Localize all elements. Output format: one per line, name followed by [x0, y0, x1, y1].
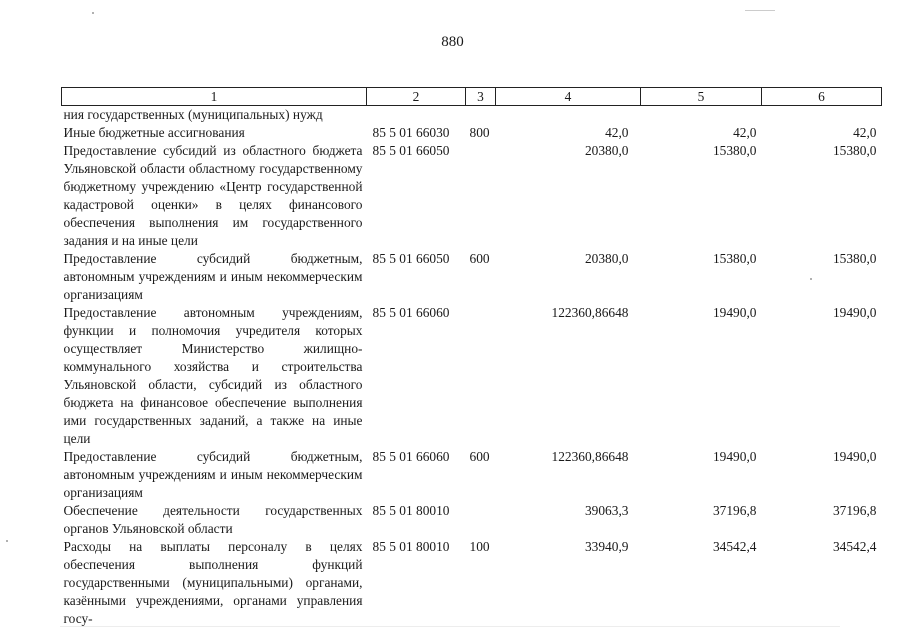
table-row: [62, 502, 882, 538]
amount-column-4: 42,0: [605, 125, 629, 140]
amount-column-6: 34542,4: [832, 539, 877, 554]
expense-name: Расходы на выплаты персоналу в целях обеспечения выполнения функций государственными (муниципальными) органами, казёнными учреждениями, органами управления госу-: [63, 539, 363, 626]
expense-name: Предоставление субсидий из областного бюджета Ульяновской области областному государственному бюджетному учреждению «Центр государственной кадастровой оценки» в целях финансового обеспечения выполнения им государственного задания и на иные цели: [63, 143, 363, 248]
expense-type-code: 800: [469, 125, 490, 140]
amount-column-5: 15380,0: [712, 143, 757, 158]
column-header-5: 5: [641, 88, 762, 106]
column-number-header-row: [62, 88, 882, 106]
amount-column-4: 20380,0: [584, 143, 629, 158]
table-row: [62, 124, 882, 142]
target-article-code: 85 5 01 66060: [372, 305, 450, 320]
amount-column-4: 122360,86648: [551, 305, 629, 320]
amount-column-6: 15380,0: [832, 143, 877, 158]
expense-type-code: [466, 304, 496, 448]
column-header-3: 3: [466, 88, 496, 106]
amount-column-6: 37196,8: [832, 503, 877, 518]
column-header-4: 4: [496, 88, 641, 106]
amount-column-5: 42,0: [733, 125, 757, 140]
amount-column-4: 39063,3: [584, 503, 629, 518]
scan-speck: [810, 278, 812, 280]
table-row: [62, 142, 882, 250]
amount-column-6: 19490,0: [832, 449, 877, 464]
page-number: 880: [441, 34, 464, 50]
scan-speck: [745, 10, 775, 11]
expense-name: Предоставление автономным учреждениям, функции и полномочия учредителя которых осуществляет Министерство жилищно-коммунального хозяйства и строительства Ульяновской области, субсидий из областного бюджета на финансовое обеспечение выполнения ими государственных заданий, а также на иные цели: [63, 305, 363, 446]
table-row: [62, 538, 882, 628]
expense-name: Предоставление субсидий бюджетным, автономным учреждениям и иным некоммерческим организациям: [63, 251, 363, 302]
expense-name: Предоставление субсидий бюджетным, автономным учреждениям и иным некоммерческим организациям: [63, 449, 363, 500]
scan-speck: [6, 540, 8, 542]
amount-column-5: 19490,0: [712, 449, 757, 464]
continuation-row: [62, 106, 882, 125]
amount-column-5: 19490,0: [712, 305, 757, 320]
amount-column-4: 20380,0: [584, 251, 629, 266]
expense-type-code: [466, 502, 496, 538]
target-article-code: 85 5 01 80010: [372, 503, 450, 518]
table-row: [62, 250, 882, 304]
scan-speck: [60, 626, 840, 627]
continuation-text: ния государственных (муниципальных) нужд: [63, 107, 323, 122]
amount-column-5: 15380,0: [712, 251, 757, 266]
amount-column-6: 15380,0: [832, 251, 877, 266]
target-article-code: 85 5 01 66050: [372, 143, 450, 158]
target-article-code: 85 5 01 80010: [372, 539, 450, 554]
scan-speck: [92, 12, 94, 14]
expense-name: Обеспечение деятельности государственных органов Ульяновской области: [63, 503, 363, 536]
expense-type-code: 600: [469, 449, 490, 464]
column-header-1: 1: [62, 88, 367, 106]
expense-type-code: [466, 142, 496, 250]
expense-name: Иные бюджетные ассигнования: [63, 125, 245, 140]
table-row: [62, 448, 882, 502]
table-row: [62, 304, 882, 448]
amount-column-6: 19490,0: [832, 305, 877, 320]
amount-column-4: 122360,86648: [551, 449, 629, 464]
target-article-code: 85 5 01 66060: [372, 449, 450, 464]
amount-column-5: 34542,4: [712, 539, 757, 554]
target-article-code: 85 5 01 66050: [372, 251, 450, 266]
target-article-code: 85 5 01 66030: [372, 125, 450, 140]
amount-column-5: 37196,8: [712, 503, 757, 518]
column-header-2: 2: [367, 88, 466, 106]
amount-column-4: 33940,9: [584, 539, 629, 554]
expense-type-code: 600: [469, 251, 490, 266]
expense-type-code: 100: [469, 539, 490, 554]
column-header-6: 6: [762, 88, 882, 106]
budget-table: [61, 87, 882, 628]
amount-column-6: 42,0: [853, 125, 877, 140]
